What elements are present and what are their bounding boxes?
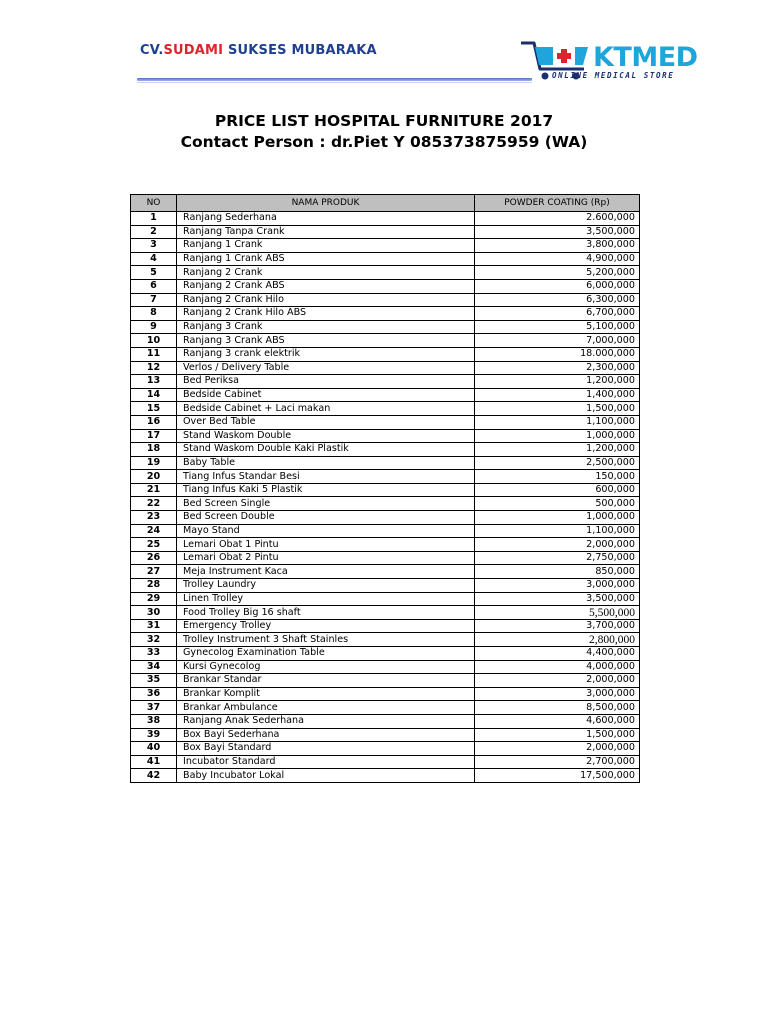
product-price: 4,000,000 — [475, 660, 640, 674]
table-row — [131, 212, 640, 226]
product-price: 3,700,000 — [475, 619, 640, 633]
row-number: 3 — [131, 239, 177, 253]
table-row — [131, 470, 640, 484]
product-price: 1,500,000 — [475, 402, 640, 416]
product-price: 3,500,000 — [475, 225, 640, 239]
product-name: Ranjang 1 Crank — [177, 239, 475, 253]
product-name: Over Bed Table — [177, 415, 475, 429]
row-number: 16 — [131, 415, 177, 429]
product-price: 5,100,000 — [475, 320, 640, 334]
row-number: 39 — [131, 728, 177, 742]
product-price: 1,100,000 — [475, 524, 640, 538]
product-price: 500,000 — [475, 497, 640, 511]
table-row — [131, 347, 640, 361]
product-price: 850,000 — [475, 565, 640, 579]
header-product-name: NAMA PRODUK — [177, 195, 475, 212]
row-number: 32 — [131, 633, 177, 647]
table-row — [131, 633, 640, 647]
product-price: 17,500,000 — [475, 769, 640, 783]
product-price: 1,100,000 — [475, 415, 640, 429]
row-number: 30 — [131, 606, 177, 620]
table-row — [131, 660, 640, 674]
row-number: 22 — [131, 497, 177, 511]
product-price: 3,000,000 — [475, 687, 640, 701]
product-price: 4,900,000 — [475, 252, 640, 266]
header-divider — [137, 78, 532, 81]
product-name: Mayo Stand — [177, 524, 475, 538]
product-price: 3,500,000 — [475, 592, 640, 606]
product-price: 2,500,000 — [475, 456, 640, 470]
company-suffix: SUKSES MUBARAKA — [223, 43, 377, 58]
row-number: 12 — [131, 361, 177, 375]
table-row — [131, 769, 640, 783]
header-price: POWDER COATING (Rp) — [475, 195, 640, 212]
product-name: Stand Waskom Double Kaki Plastik — [177, 443, 475, 457]
product-name: Bedside Cabinet + Laci makan — [177, 402, 475, 416]
product-name: Ranjang 3 crank elektrik — [177, 347, 475, 361]
row-number: 19 — [131, 456, 177, 470]
product-name: Ranjang Anak Sederhana — [177, 714, 475, 728]
table-row — [131, 225, 640, 239]
row-number: 24 — [131, 524, 177, 538]
table-row — [131, 606, 640, 620]
table-row — [131, 551, 640, 565]
table-row — [131, 687, 640, 701]
product-price: 6,700,000 — [475, 307, 640, 321]
product-price: 1,200,000 — [475, 443, 640, 457]
table-row — [131, 511, 640, 525]
logo-wordmark: KTMED — [593, 42, 698, 73]
table-row — [131, 755, 640, 769]
product-name: Bedside Cabinet — [177, 388, 475, 402]
table-row — [131, 592, 640, 606]
product-price: 1,200,000 — [475, 375, 640, 389]
product-name: Incubator Standard — [177, 755, 475, 769]
price-table — [130, 194, 640, 783]
table-row — [131, 701, 640, 715]
product-price: 3,800,000 — [475, 239, 640, 253]
product-name: Linen Trolley — [177, 592, 475, 606]
product-price: 2,700,000 — [475, 755, 640, 769]
product-name: Kursi Gynecolog — [177, 660, 475, 674]
product-price: 2,300,000 — [475, 361, 640, 375]
header-divider-shadow — [137, 82, 532, 83]
row-number: 18 — [131, 443, 177, 457]
table-row — [131, 320, 640, 334]
table-header-row — [131, 195, 640, 212]
product-name: Brankar Standar — [177, 674, 475, 688]
product-price: 1,400,000 — [475, 388, 640, 402]
table-row — [131, 565, 640, 579]
table-row — [131, 266, 640, 280]
table-row — [131, 361, 640, 375]
product-name: Gynecolog Examination Table — [177, 647, 475, 661]
table-row — [131, 728, 640, 742]
table-row — [131, 402, 640, 416]
product-price: 7,000,000 — [475, 334, 640, 348]
row-number: 35 — [131, 674, 177, 688]
product-name: Emergency Trolley — [177, 619, 475, 633]
header-no: NO — [131, 195, 177, 212]
product-name: Trolley Instrument 3 Shaft Stainles — [177, 633, 475, 647]
row-number: 6 — [131, 279, 177, 293]
company-highlight: SUDAMI — [163, 43, 224, 58]
table-row — [131, 443, 640, 457]
product-price: 18.000,000 — [475, 347, 640, 361]
row-number: 27 — [131, 565, 177, 579]
table-row — [131, 742, 640, 756]
table-row — [131, 375, 640, 389]
company-name — [140, 43, 377, 58]
row-number: 25 — [131, 538, 177, 552]
row-number: 15 — [131, 402, 177, 416]
table-row — [131, 429, 640, 443]
product-price: 1,000,000 — [475, 429, 640, 443]
table-row — [131, 579, 640, 593]
product-name: Ranjang 2 Crank Hilo ABS — [177, 307, 475, 321]
row-number: 20 — [131, 470, 177, 484]
row-number: 11 — [131, 347, 177, 361]
product-name: Baby Incubator Lokal — [177, 769, 475, 783]
table-row — [131, 538, 640, 552]
row-number: 42 — [131, 769, 177, 783]
row-number: 36 — [131, 687, 177, 701]
table-row — [131, 293, 640, 307]
table-row — [131, 239, 640, 253]
product-price: 2,000,000 — [475, 742, 640, 756]
row-number: 41 — [131, 755, 177, 769]
row-number: 33 — [131, 647, 177, 661]
table-row — [131, 497, 640, 511]
product-name: Ranjang 3 Crank ABS — [177, 334, 475, 348]
row-number: 10 — [131, 334, 177, 348]
product-name: Ranjang 2 Crank Hilo — [177, 293, 475, 307]
product-name: Box Bayi Standard — [177, 742, 475, 756]
row-number: 13 — [131, 375, 177, 389]
product-price: 4,400,000 — [475, 647, 640, 661]
row-number: 37 — [131, 701, 177, 715]
product-price: 2,750,000 — [475, 551, 640, 565]
product-name: Bed Periksa — [177, 375, 475, 389]
product-price: 6,000,000 — [475, 279, 640, 293]
row-number: 4 — [131, 252, 177, 266]
product-price: 2.600,000 — [475, 212, 640, 226]
row-number: 29 — [131, 592, 177, 606]
contact-person: Contact Person : dr.Piet Y 085373875959 (WA) — [180, 133, 588, 151]
logo-subtitle: ONLINE MEDICAL STORE — [552, 71, 675, 80]
product-price: 6,300,000 — [475, 293, 640, 307]
table-row — [131, 524, 640, 538]
table-row — [131, 334, 640, 348]
product-price: 2,000,000 — [475, 674, 640, 688]
product-name: Bed Screen Single — [177, 497, 475, 511]
row-number: 17 — [131, 429, 177, 443]
table-row — [131, 307, 640, 321]
table-row — [131, 252, 640, 266]
product-price: 1,500,000 — [475, 728, 640, 742]
table-row — [131, 456, 640, 470]
table-row — [131, 279, 640, 293]
product-name: Tiang Infus Standar Besi — [177, 470, 475, 484]
row-number: 23 — [131, 511, 177, 525]
product-name: Tiang Infus Kaki 5 Plastik — [177, 483, 475, 497]
product-name: Brankar Komplit — [177, 687, 475, 701]
product-price: 2,000,000 — [475, 538, 640, 552]
product-name: Lemari Obat 2 Pintu — [177, 551, 475, 565]
table-row — [131, 647, 640, 661]
table-row — [131, 714, 640, 728]
row-number: 1 — [131, 212, 177, 226]
product-name: Ranjang 3 Crank — [177, 320, 475, 334]
product-price: 2,800,000 — [475, 633, 640, 647]
row-number: 5 — [131, 266, 177, 280]
row-number: 21 — [131, 483, 177, 497]
row-number: 9 — [131, 320, 177, 334]
table-row — [131, 388, 640, 402]
document-title: PRICE LIST HOSPITAL FURNITURE 2017 — [214, 112, 554, 130]
product-name: Ranjang Tanpa Crank — [177, 225, 475, 239]
product-name: Ranjang 1 Crank ABS — [177, 252, 475, 266]
product-price: 1,000,000 — [475, 511, 640, 525]
company-prefix: CV. — [140, 43, 164, 58]
product-name: Stand Waskom Double — [177, 429, 475, 443]
table-row — [131, 483, 640, 497]
product-name: Trolley Laundry — [177, 579, 475, 593]
product-price: 3,000,000 — [475, 579, 640, 593]
product-price: 5,500,000 — [475, 606, 640, 620]
letterhead — [0, 0, 768, 100]
product-name: Ranjang Sederhana — [177, 212, 475, 226]
row-number: 8 — [131, 307, 177, 321]
product-name: Ranjang 2 Crank — [177, 266, 475, 280]
table-row — [131, 415, 640, 429]
table-body — [131, 212, 640, 783]
product-name: Bed Screen Double — [177, 511, 475, 525]
table-row — [131, 674, 640, 688]
product-name: Food Trolley Big 16 shaft — [177, 606, 475, 620]
row-number: 34 — [131, 660, 177, 674]
table-row — [131, 619, 640, 633]
product-price: 8,500,000 — [475, 701, 640, 715]
product-price: 4,600,000 — [475, 714, 640, 728]
product-name: Brankar Ambulance — [177, 701, 475, 715]
product-name: Baby Table — [177, 456, 475, 470]
product-price: 5,200,000 — [475, 266, 640, 280]
product-name: Box Bayi Sederhana — [177, 728, 475, 742]
product-name: Lemari Obat 1 Pintu — [177, 538, 475, 552]
row-number: 26 — [131, 551, 177, 565]
row-number: 31 — [131, 619, 177, 633]
product-name: Meja Instrument Kaca — [177, 565, 475, 579]
product-price: 600,000 — [475, 483, 640, 497]
product-price: 150,000 — [475, 470, 640, 484]
row-number: 7 — [131, 293, 177, 307]
row-number: 28 — [131, 579, 177, 593]
row-number: 40 — [131, 742, 177, 756]
product-name: Verlos / Delivery Table — [177, 361, 475, 375]
row-number: 38 — [131, 714, 177, 728]
row-number: 14 — [131, 388, 177, 402]
row-number: 2 — [131, 225, 177, 239]
product-name: Ranjang 2 Crank ABS — [177, 279, 475, 293]
